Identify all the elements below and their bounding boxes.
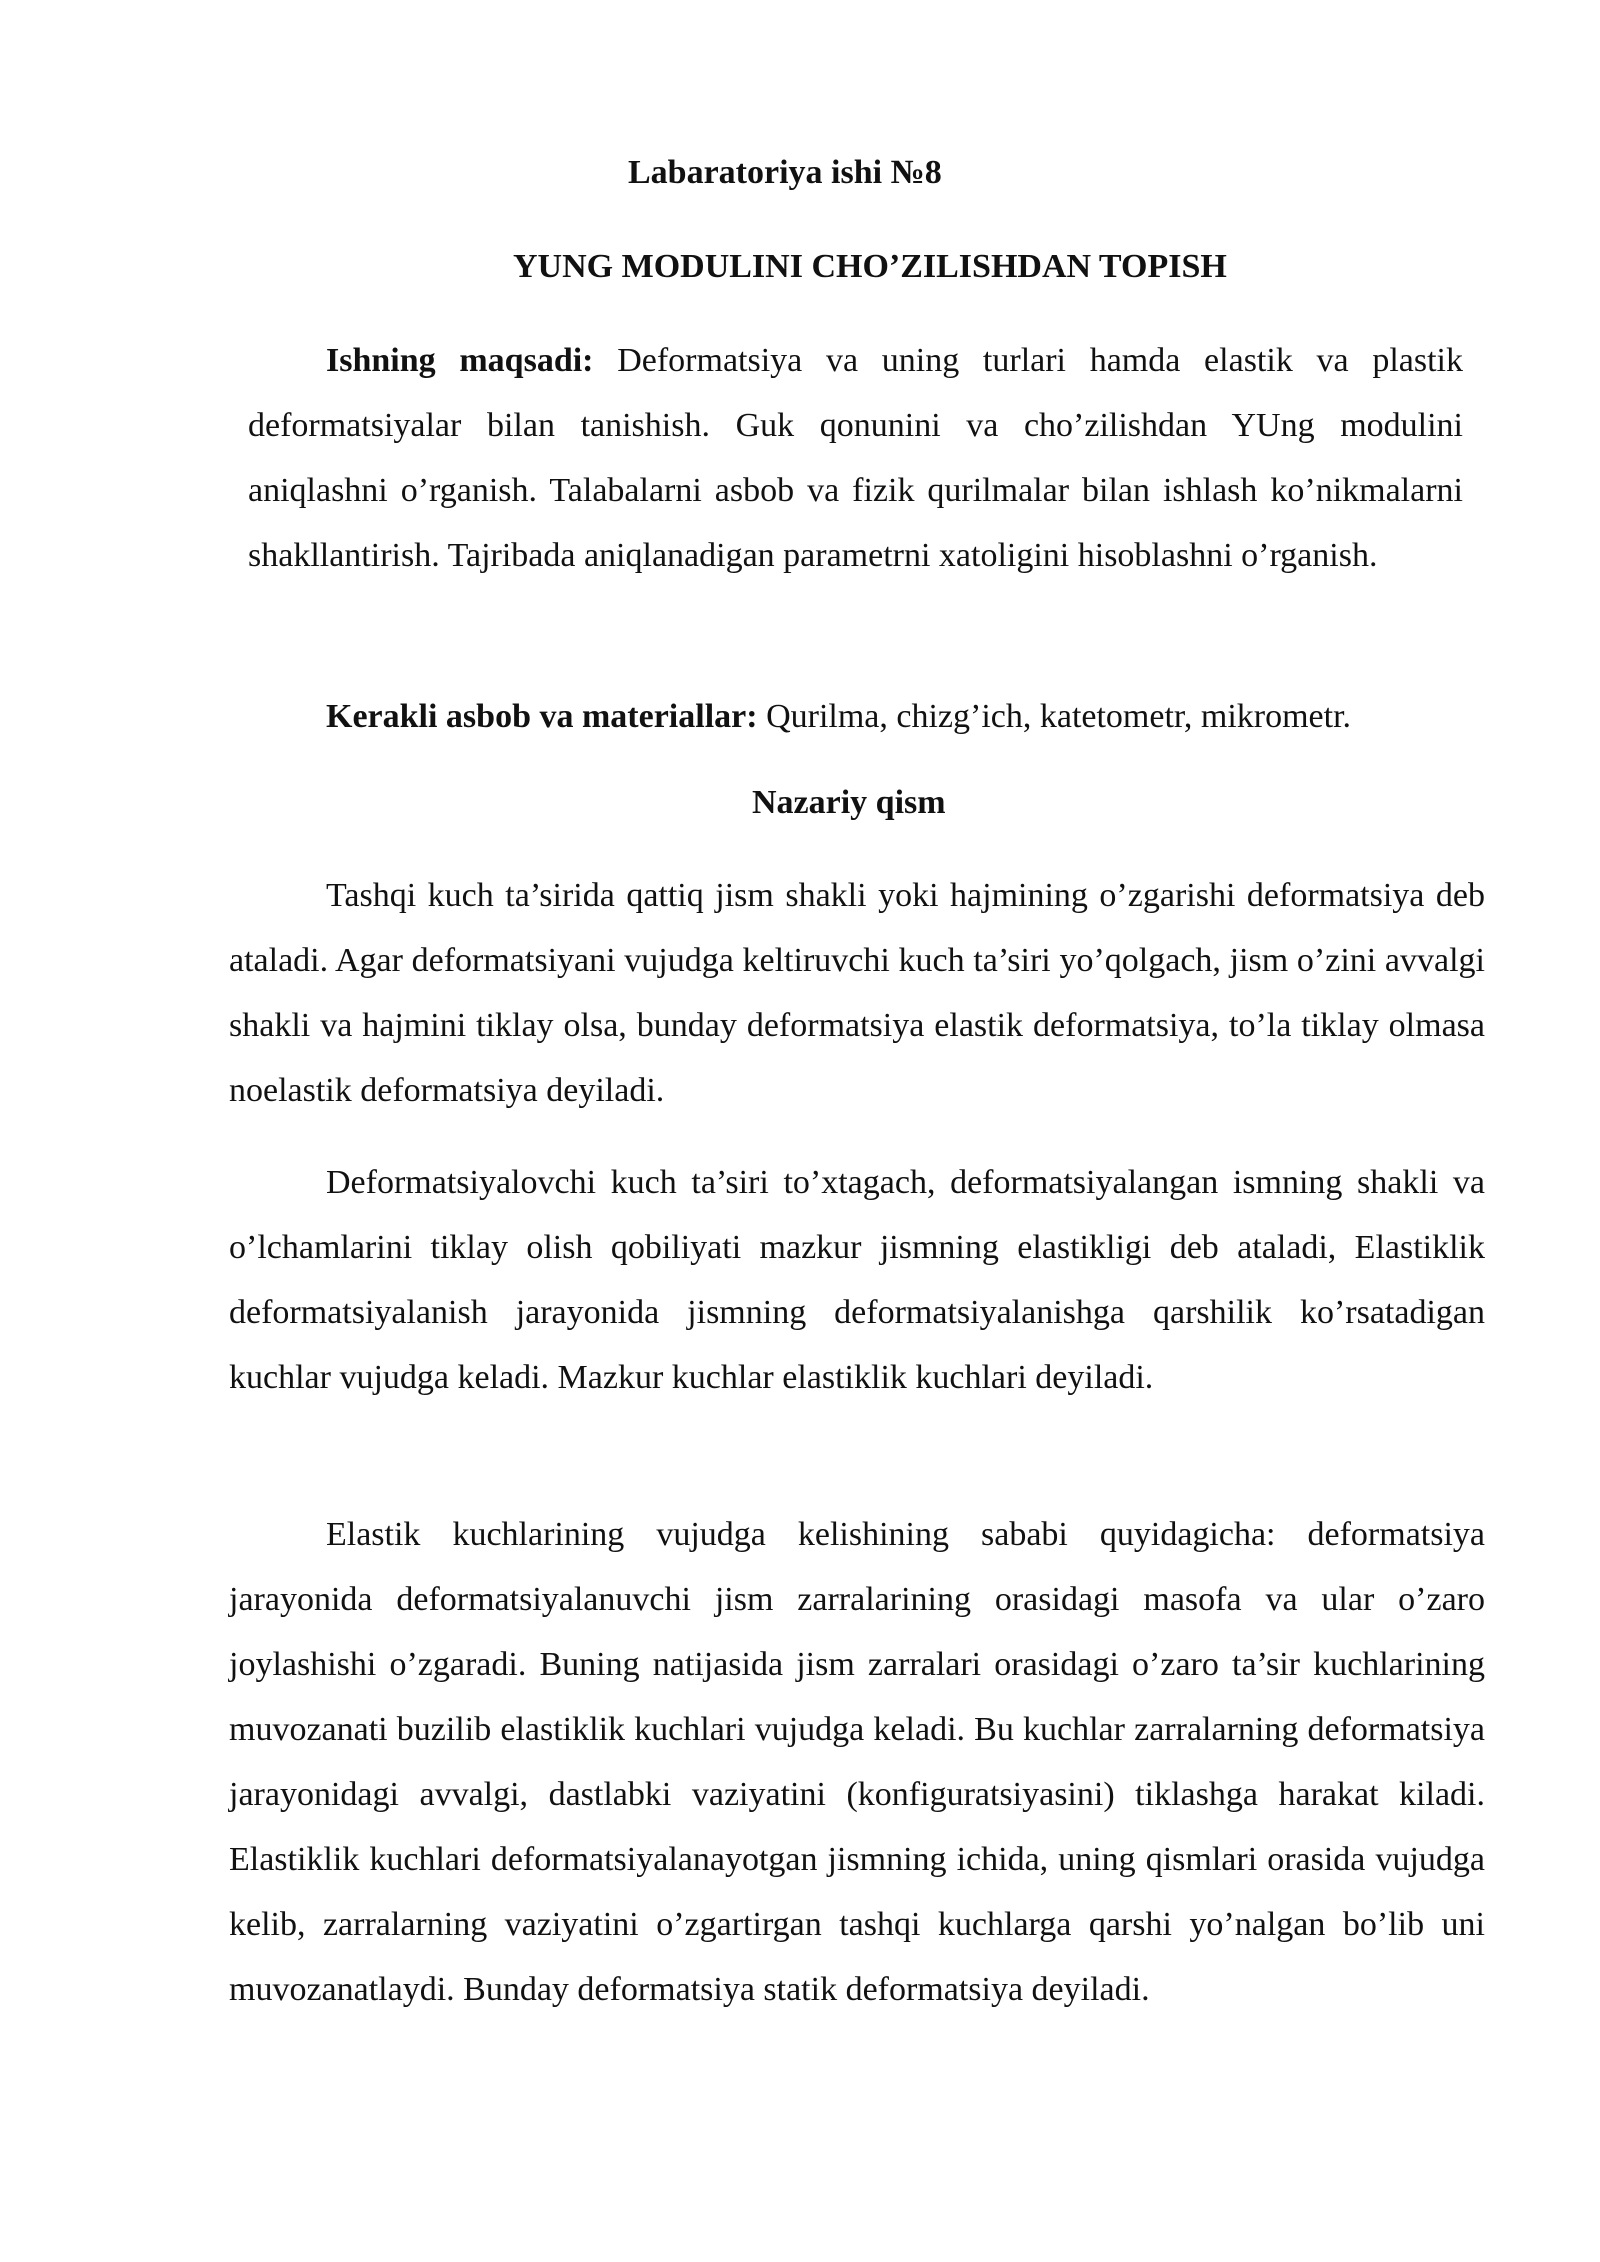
equipment-text: Qurilma, chizg’ich, katetometr, mikrometr.: [757, 698, 1352, 735]
lab-title: Labaratoriya ishi №8: [628, 154, 942, 191]
goal-label: Ishning maqsadi:: [326, 342, 594, 379]
theory-heading: Nazariy qism: [752, 784, 946, 821]
theory-paragraph-1: Tashqi kuch ta’sirida qattiq jism shakli yoki hajmining o’zgarishi deformatsiya deb ataladi. Agar deformatsiyani vujudga keltiruvchi kuch ta’siri yo’qolgach, jism o’zini avvalgi shakli va hajmini tiklay olsa, bunday deformatsiya elastik deformatsiya, to’la tiklay olmasa noelastik deformatsiya deyiladi.: [229, 877, 1485, 1109]
theory-paragraph-2: Deformatsiyalovchi kuch ta’siri to’xtagach, deformatsiyalangan ismning shakli va o’lchamlarini tiklay olish qobiliyati mazkur jismning elastikligi deb ataladi, Elastiklik deformatsiyalanish jarayonida jismning deformatsiyalanishga qarshilik ko’rsatadigan kuchlar vujudga keladi. Mazkur kuchlar elastiklik kuchlari deyiladi.: [229, 1164, 1485, 1396]
goal-paragraph: [248, 328, 1463, 588]
topic-title: YUNG MODULINI CHO’ZILISHDAN TOPISH: [513, 248, 1227, 285]
theory-paragraph-3: Elastik kuchlarining vujudga kelishining sababi quyidagicha: deformatsiya jarayonida deformatsiyalanuvchi jism zarralarining orasidagi masofa va ular o’zaro joylashishi o’zgaradi. Buning natijasida jism zarralari orasidagi o’zaro ta’sir kuchlarining muvozanati buzilib elastiklik kuchlari vujudga keladi. Bu kuchlar zarralarning deformatsiya jarayonidagi avvalgi, dastlabki vaziyatini (konfiguratsiyasini) tiklashga harakat kiladi. Elastiklik kuchlari deformatsiyalanayotgan jismning ichida, uning qismlari orasida vujudga kelib, zarralarning vaziyatini o’zgartirgan tashqi kuchlarga qarshi yo’nalgan bo’lib uni muvozanatlaydi. Bunday deformatsiya statik deformatsiya deyiladi.: [229, 1516, 1485, 2008]
goal-text: Deformatsiya va uning turlari hamda elastik va plastik deformatsiyalar bilan tanishish. Guk qonunini va cho’zilishdan YUng modulini aniqlashni o’rganish. Talabalarni asbob va fizik qurilmalar bilan ishlash ko’nikmalarni shakllantirish. Tajribada aniqlanadigan parametrni xatoligini hisoblashni o’rganish.: [248, 342, 1463, 574]
equipment-label: Kerakli asbob va materiallar:: [326, 698, 758, 735]
equipment-paragraph: [248, 684, 1463, 749]
